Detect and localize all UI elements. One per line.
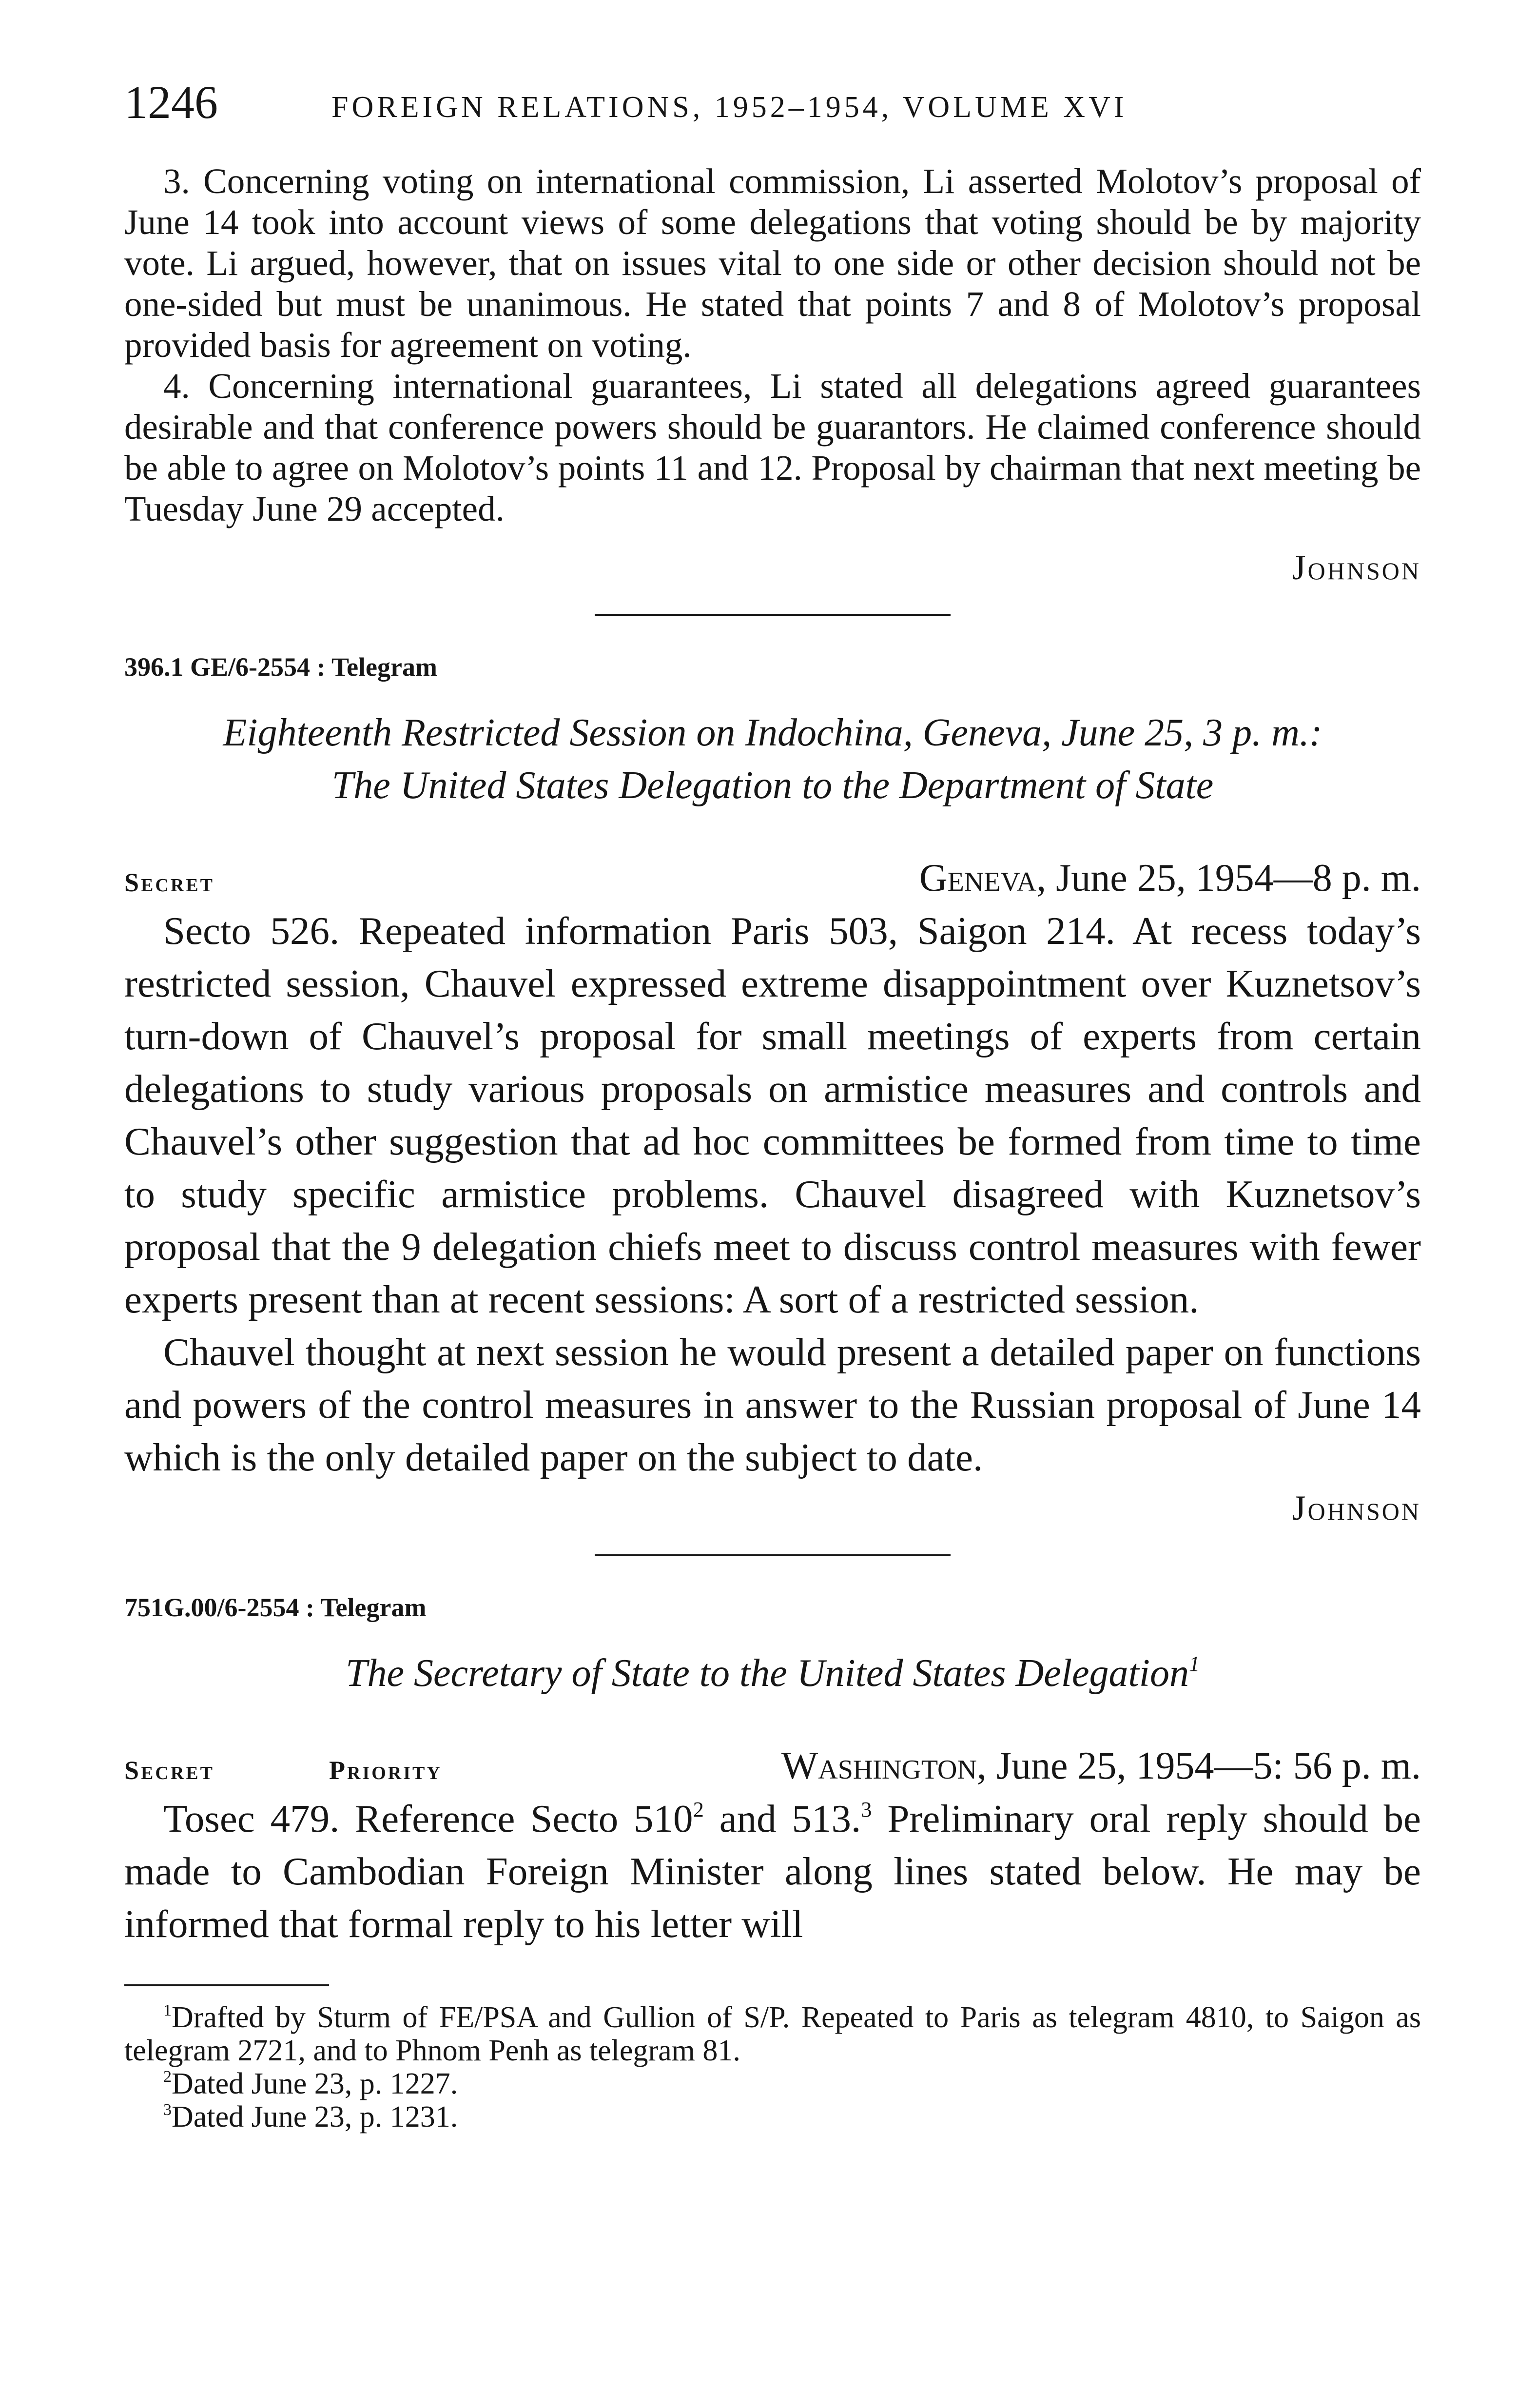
document-title-text: The Secretary of State to the United States Delegation: [346, 1652, 1189, 1695]
footnote-text: Drafted by Sturm of FE/PSA and Gullion of S/P. Repeated to Paris as telegram 4810, to Saigon as telegram 2721, and to Phnom Penh as telegram 81.: [124, 2001, 1421, 2067]
paragraph-voting: 3. Concerning voting on international commission, Li asserted Molotov’s proposal of June 14 took into account views of some delegations that voting should be by majority vote. Li argued, however, that on issues vital to one side or other decision should not be one-sided but must be unanimous. He stated that points 7 and 8 of Molotov’s proposal provided basis for agreement on voting.: [124, 161, 1421, 365]
running-head-title: FOREIGN RELATIONS, 1952–1954, VOLUME XVI: [331, 91, 1128, 124]
file-reference: 396.1 GE/6-2554 : Telegram: [124, 652, 437, 682]
footnote-text: Dated June 23, p. 1227.: [172, 2067, 458, 2100]
dateline: [124, 1730, 1421, 1792]
classification-label: Secret: [124, 868, 214, 897]
section-divider: [595, 614, 951, 616]
paragraph-secto-526: Secto 526. Repeated information Paris 503, Saigon 214. At recess today’s restricted session, Chauvel expressed extreme disappointment over Kuznetsov’s turn-down of Chauvel’s proposal for small meetings of experts from certain delegations to study various proposals on armistice measures and controls and Chauvel’s other suggestion that ad hoc committees be formed from time to time to study specific armistice problems. Chauvel disagreed with Kuznetsov’s proposal that the 9 delegation chiefs meet to discuss control measures with fewer experts present than at recent sessions: A sort of a restricted session.: [124, 909, 1421, 1321]
date: , June 25, 1954—5: 56 p. m.: [976, 1744, 1421, 1787]
footnote-divider: [124, 1984, 329, 1986]
footnote: [124, 2100, 1421, 2134]
document-title-line: The United States Delegation to the Department of State: [331, 764, 1214, 807]
section-divider: [595, 1554, 951, 1556]
classification-label: Secret: [124, 1756, 214, 1785]
footnote-mark: 1: [163, 2001, 172, 2020]
page-number: 1246: [124, 76, 218, 128]
continued-telegram: [124, 161, 1421, 592]
paragraph-chauvel: Chauvel thought at next session he would present a detailed paper on functions and powers of the control measures in answer to the Russian proposal of June 14 which is the only detailed paper on the subject to date.: [124, 1330, 1421, 1479]
place-and-date: [781, 1740, 1421, 1792]
footnote: [124, 2001, 1421, 2067]
place: Geneva: [919, 857, 1037, 900]
document-title-line: Eighteenth Restricted Session on Indochina, Geneva, June 25, 3 p. m.:: [223, 711, 1322, 754]
signature-johnson: Johnson: [1292, 1488, 1421, 1527]
page-content: [124, 161, 1421, 2134]
footnote: [124, 2067, 1421, 2100]
footnotes: [124, 2001, 1421, 2134]
footnote-ref: 1: [1189, 1652, 1200, 1676]
footnote-ref: 3: [861, 1797, 872, 1821]
telegram-396-1: [124, 640, 1421, 1532]
dateline: [124, 842, 1421, 904]
text-run: and 513.: [703, 1797, 861, 1840]
footnote-mark: 3: [163, 2101, 172, 2119]
footnote-text: Dated June 23, p. 1231.: [172, 2100, 458, 2134]
document-title: [124, 706, 1421, 812]
place: Washington: [781, 1744, 977, 1787]
document-title: [124, 1647, 1421, 1700]
priority-label: Priority: [329, 1756, 442, 1785]
text-run: Tosec 479. Reference Secto 510: [163, 1797, 693, 1840]
running-head: [124, 68, 1421, 137]
telegram-751g: [124, 1581, 1421, 1950]
paragraph-guarantees: 4. Concerning international guarantees, Li stated all delegations agreed guarantees desirable and that conference powers should be guarantors. He claimed conference should be able to agree on Molotov’s points 11 and 12. Proposal by chairman that next meeting be Tuesday June 29 accepted.: [124, 366, 1421, 529]
place-and-date: [919, 852, 1421, 904]
file-reference: 751G.00/6-2554 : Telegram: [124, 1593, 427, 1622]
footnote-ref: 2: [693, 1797, 704, 1821]
date: , June 25, 1954—8 p. m.: [1036, 857, 1421, 900]
paragraph-tosec-479: [124, 1792, 1421, 1950]
signature-johnson: Johnson: [1292, 548, 1421, 587]
footnote-mark: 2: [163, 2068, 172, 2086]
text-run: Preliminary oral reply should be made to Cambodian Foreign Minister along lines stated below. He may be informed that formal reply to his letter will: [124, 1797, 1421, 1946]
